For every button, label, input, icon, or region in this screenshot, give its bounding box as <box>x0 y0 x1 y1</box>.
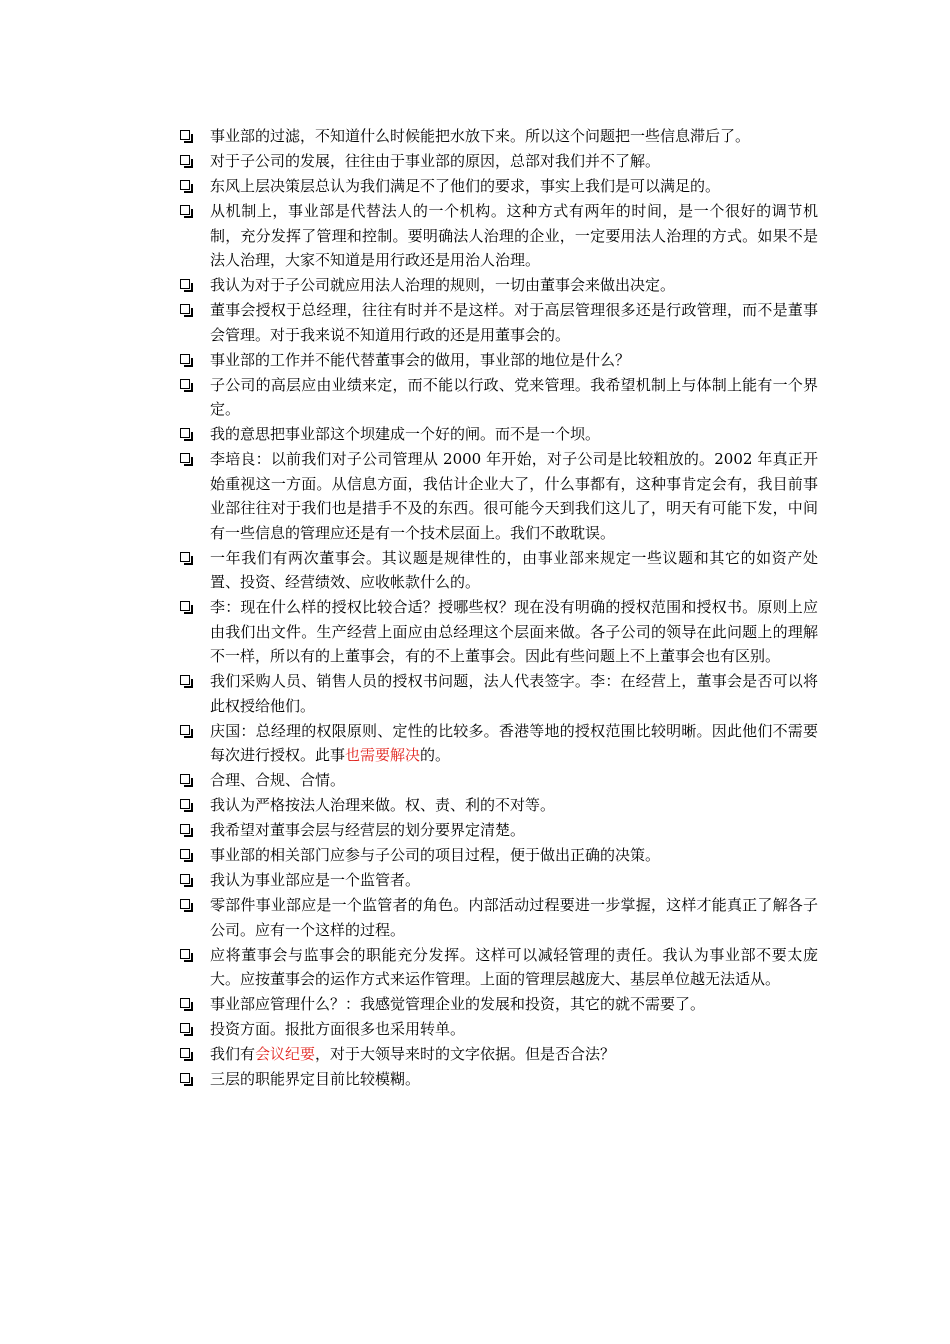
list-item-text <box>210 672 818 715</box>
list-item-text <box>210 771 345 789</box>
list-item <box>178 1042 818 1067</box>
text-segment: 我们采购人员、销售人员的授权书问题，法人代表签字。李：在经营上，董事会是否可以将此权授给他们。 <box>210 672 818 715</box>
square-bullet-icon <box>180 379 190 389</box>
square-bullet-icon <box>180 998 190 1008</box>
text-segment: 董事会授权于总经理，往往有时并不是这样。对于高层管理很多还是行政管理，而不是董事会管理。对于我来说不知道用行政的还是用董事会的。 <box>210 301 818 344</box>
list-item-text <box>210 821 525 839</box>
text-segment: 的。 <box>420 746 451 764</box>
text-segment: 对于子公司的发展，往往由于事业部的原因，总部对我们并不了解。 <box>210 152 661 170</box>
list-item-text <box>210 1020 465 1038</box>
list-item-text <box>210 946 818 989</box>
list-item <box>178 719 818 768</box>
list-item-text <box>210 896 818 939</box>
list-item-text <box>210 549 818 592</box>
square-bullet-icon <box>180 205 190 215</box>
text-segment: 投资方面。报批方面很多也采用转单。 <box>210 1020 466 1038</box>
list-item-text <box>210 722 818 765</box>
list-item-text <box>210 796 555 814</box>
list-item <box>178 893 818 942</box>
text-segment: 庆国：总经理的权限原则、定性的比较多。香港等地的授权范围比较明晰。因此他们不需要每次进行授权。此事 <box>210 721 818 764</box>
text-segment: 零部件事业部应是一个监管者的角色。内部活动过程要进一步掌握，这样才能真正了解各子公司。应有一个这样的过程。 <box>210 896 818 939</box>
text-segment: 李：现在什么样的授权比较合适？授哪些权？现在没有明确的授权范围和授权书。原则上应由我们出文件。生产经营上面应由总经理这个层面来做。各子公司的领导在此问题上的理解不一样，所以有的上董事会，有的不上董事会。因此有些问题上不上董事会也有区别。 <box>210 598 818 665</box>
list-item <box>178 943 818 992</box>
list-item-text <box>210 1070 420 1088</box>
text-segment: 事业部的相关部门应参与子公司的项目过程，便于做出正确的决策。 <box>210 846 661 864</box>
square-bullet-icon <box>180 874 190 884</box>
text-segment: 从机制上，事业部是代替法人的一个机构。这种方式有两年的时间，是一个很好的调节机制，充分发挥了管理和控制。要明确法人治理的企业，一定要用法人治理的方式。如果不是法人治理，大家不知道是用行政还是用治人治理。 <box>210 202 818 269</box>
list-item <box>178 199 818 273</box>
square-bullet-icon <box>180 304 190 314</box>
list-item <box>178 422 818 447</box>
list-item-text <box>210 127 750 145</box>
list-item-text <box>210 450 818 542</box>
list-item-text <box>210 871 420 889</box>
square-bullet-icon <box>180 354 190 364</box>
list-item <box>178 868 818 893</box>
list-item <box>178 373 818 422</box>
list-item <box>178 1067 818 1092</box>
square-bullet-icon <box>180 130 190 140</box>
square-bullet-icon <box>180 949 190 959</box>
list-item-text <box>210 152 660 170</box>
list-item <box>178 768 818 793</box>
text-segment: 事业部的过滤，不知道什么时候能把水放下来。所以这个问题把一些信息滞后了。 <box>210 127 751 145</box>
list-item <box>178 793 818 818</box>
list-item-text <box>210 1045 615 1063</box>
list-item <box>178 273 818 298</box>
list-item-text <box>210 177 720 195</box>
list-item <box>178 124 818 149</box>
square-bullet-icon <box>180 428 190 438</box>
list-item <box>178 595 818 669</box>
square-bullet-icon <box>180 1073 190 1083</box>
list-item-text <box>210 202 818 269</box>
list-item <box>178 298 818 347</box>
text-segment: 我认为事业部应是一个监管者。 <box>210 871 421 889</box>
list-item <box>178 149 818 174</box>
list-item-text <box>210 598 818 665</box>
list-item <box>178 546 818 595</box>
list-item <box>178 818 818 843</box>
list-item <box>178 174 818 199</box>
list-item-text <box>210 351 630 369</box>
list-item-text <box>210 376 818 419</box>
text-segment: 应将董事会与监事会的职能充分发挥。这样可以减轻管理的责任。我认为事业部不要太庞大。应按董事会的运作方式来运作管理。上面的管理层越庞大、基层单位越无法适从。 <box>210 945 818 988</box>
square-bullet-icon <box>180 155 190 165</box>
square-bullet-icon <box>180 799 190 809</box>
list-item-text <box>210 276 675 294</box>
square-bullet-icon <box>180 849 190 859</box>
square-bullet-icon <box>180 725 190 735</box>
text-segment: 我认为严格按法人治理来做。权、责、利的不对等。 <box>210 796 556 814</box>
list-item <box>178 843 818 868</box>
text-segment: 三层的职能界定目前比较模糊。 <box>210 1070 421 1088</box>
square-bullet-icon <box>180 899 190 909</box>
square-bullet-icon <box>180 824 190 834</box>
square-bullet-icon <box>180 180 190 190</box>
list-item <box>178 1017 818 1042</box>
list-item-text <box>210 995 705 1013</box>
text-segment: 我们有 <box>210 1045 256 1063</box>
meeting-notes-list <box>178 124 818 1092</box>
list-item <box>178 348 818 373</box>
square-bullet-icon <box>180 279 190 289</box>
text-segment: 我的意思把事业部这个坝建成一个好的闸。而不是一个坝。 <box>210 425 601 443</box>
text-segment: 一年我们有两次董事会。其议题是规律性的，由事业部来规定一些议题和其它的如资产处置、投资、经营绩效、应收帐款什么的。 <box>210 548 818 591</box>
text-segment: 子公司的高层应由业绩来定，而不能以行政、党来管理。我希望机制上与体制上能有一个界定。 <box>210 375 818 418</box>
list-item-text <box>210 425 600 443</box>
highlighted-text: 也需要解决 <box>345 746 421 764</box>
list-item <box>178 447 818 545</box>
text-segment: 合理、合规、合情。 <box>210 771 346 789</box>
text-segment: 我希望对董事会层与经营层的划分要界定清楚。 <box>210 821 526 839</box>
highlighted-text: 会议纪要 <box>255 1045 316 1063</box>
text-segment: 事业部应管理什么？：我感觉管理企业的发展和投资，其它的就不需要了。 <box>210 995 706 1013</box>
text-segment: 我认为对于子公司就应用法人治理的规则，一切由董事会来做出决定。 <box>210 276 676 294</box>
list-item-text <box>210 846 660 864</box>
list-item <box>178 992 818 1017</box>
text-segment: 李培良：以前我们对子公司管理从 2000 年开始，对子公司是比较粗放的。2002 年真正开始重视这一方面。从信息方面，我估计企业大了，什么事都有，这种事肯定会有，我目前事业部往往对于我们也是措手不及的东西。很可能今天到我们这儿了，明天有可能下发，中间有一些信息的管理应还是有一个技术层面上。我们不敢耽误。 <box>210 450 818 542</box>
text-segment: ，对于大领导来时的文字依据。但是否合法？ <box>315 1045 616 1063</box>
list-item-text <box>210 301 818 344</box>
square-bullet-icon <box>180 1023 190 1033</box>
text-segment: 事业部的工作并不能代替董事会的做用，事业部的地位是什么？ <box>210 350 631 369</box>
square-bullet-icon <box>180 453 190 463</box>
square-bullet-icon <box>180 1048 190 1058</box>
text-segment: 东风上层决策层总认为我们满足不了他们的要求，事实上我们是可以满足的。 <box>210 177 721 195</box>
list-item <box>178 669 818 718</box>
square-bullet-icon <box>180 675 190 685</box>
square-bullet-icon <box>180 552 190 562</box>
square-bullet-icon <box>180 601 190 611</box>
square-bullet-icon <box>180 774 190 784</box>
